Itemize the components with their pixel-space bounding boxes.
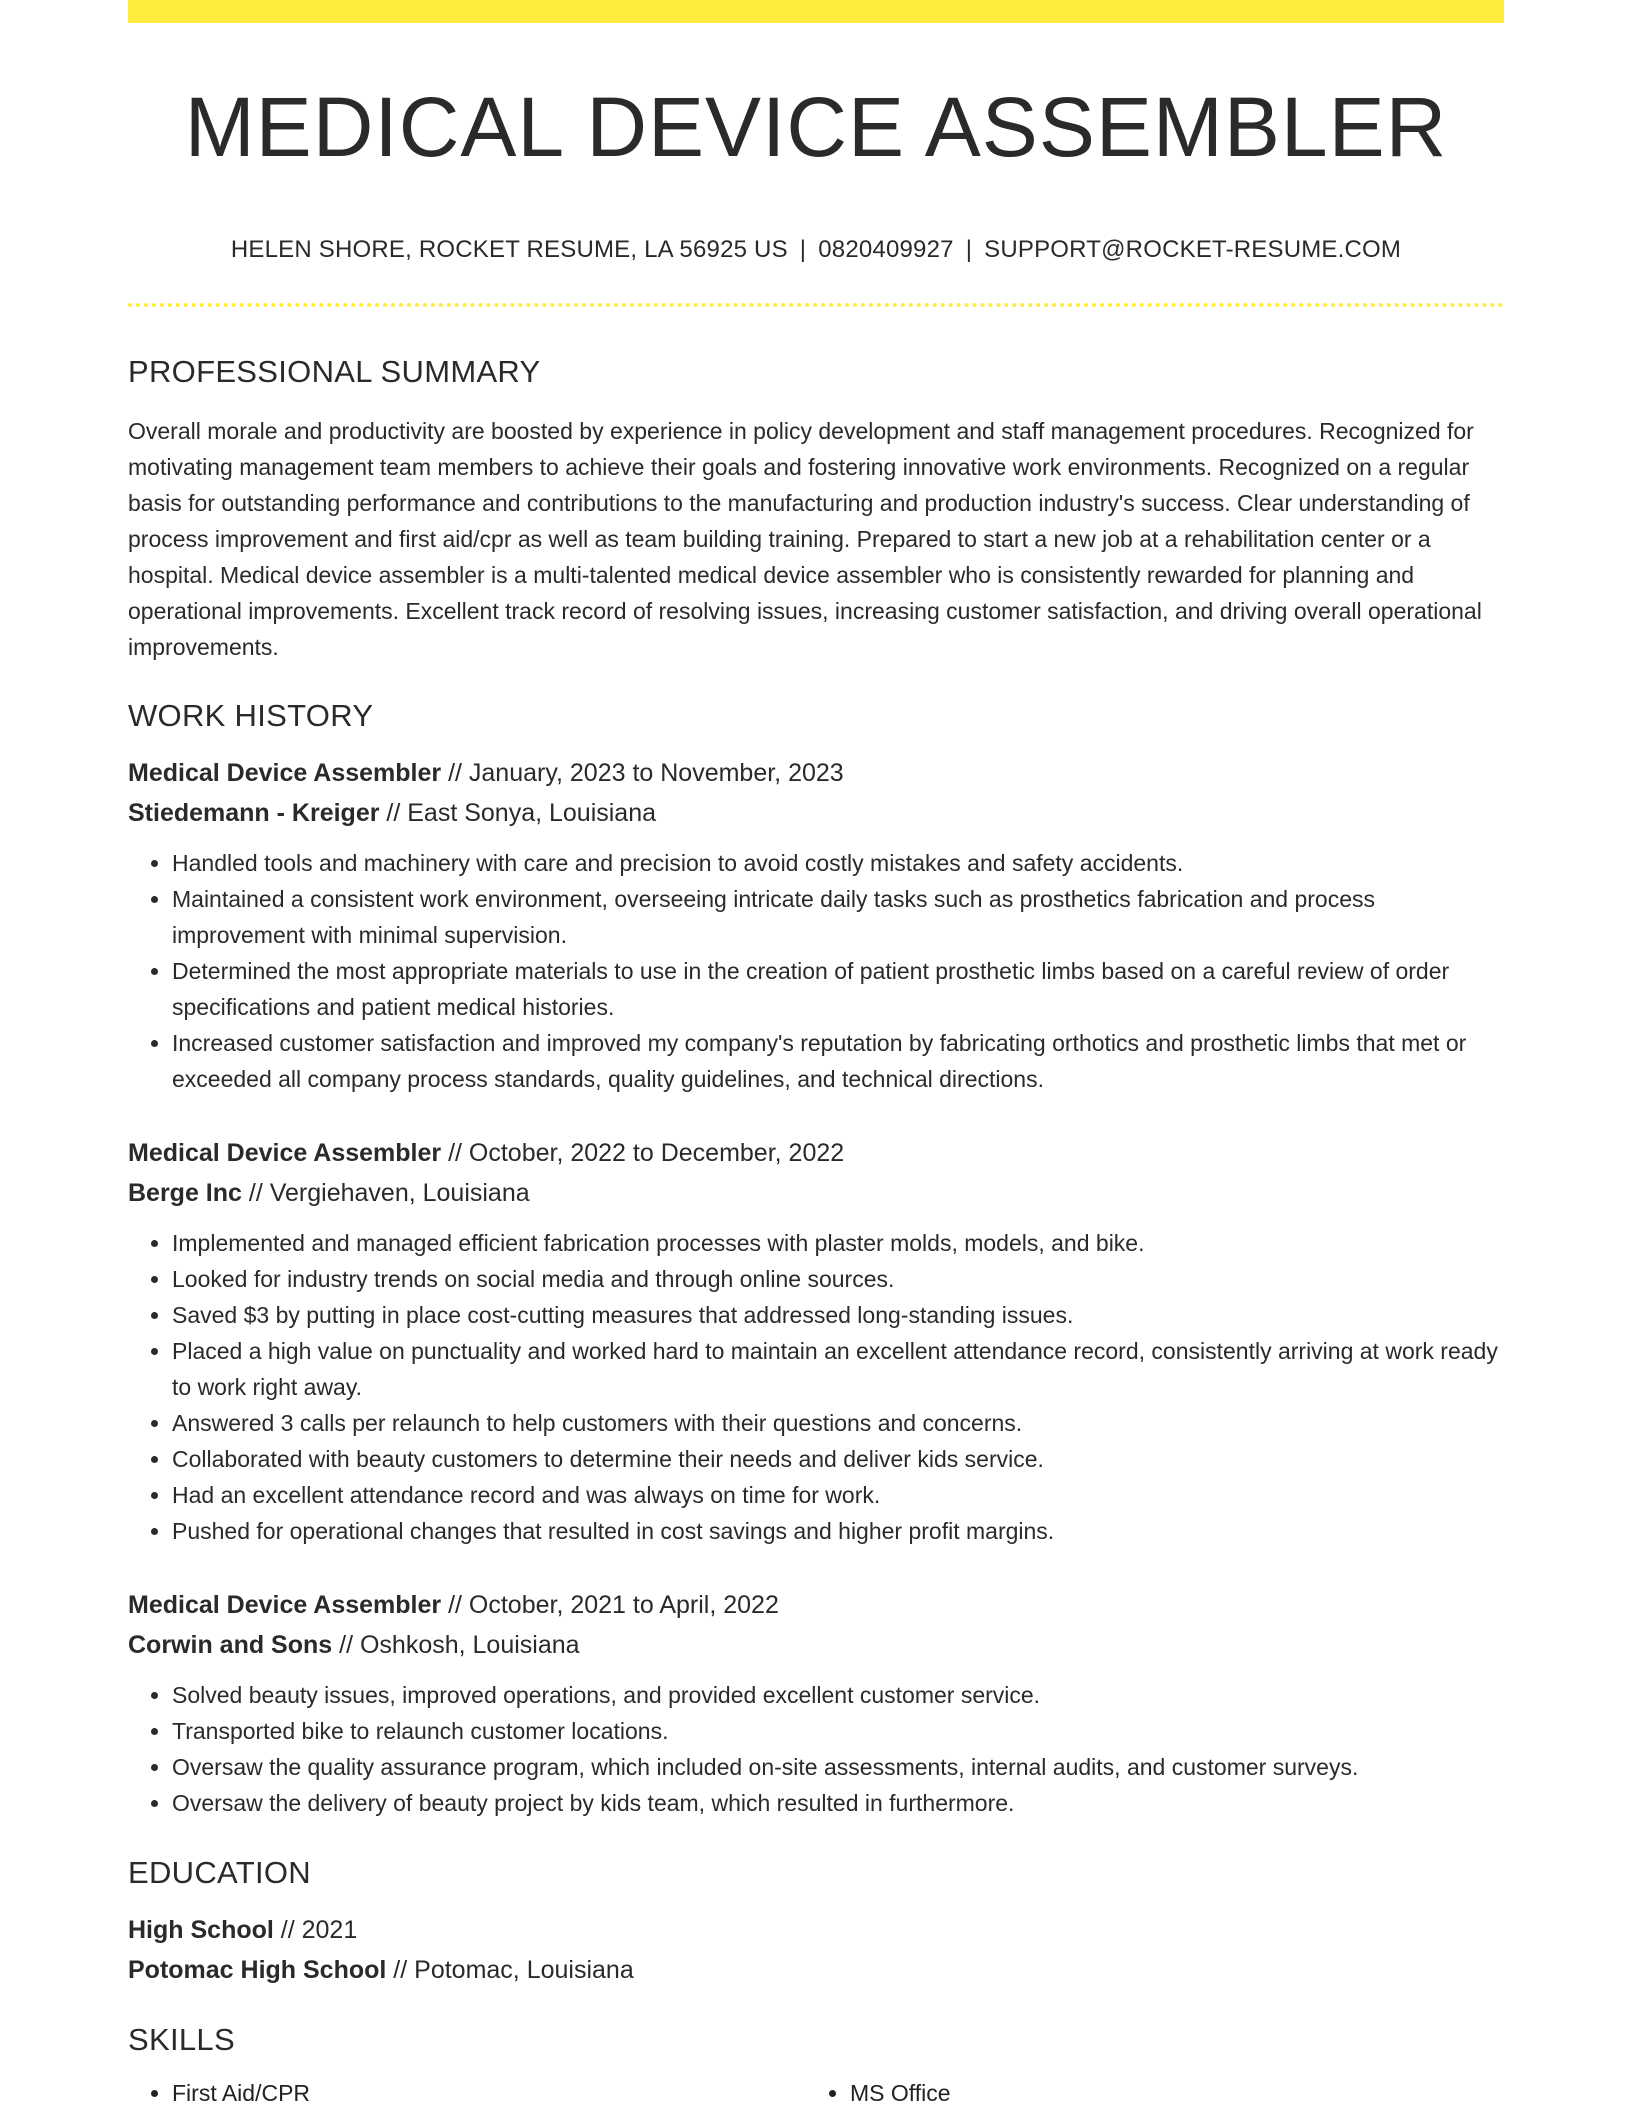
job-bullet: • Determined the most appropriate materials to use in the creation of patient prosthetic limbs based on a careful review of order specifications and patient medical histories. bbox=[172, 953, 1504, 1025]
job-bullet: • Oversaw the delivery of beauty project by kids team, which resulted in furthermore. bbox=[172, 1785, 1504, 1821]
contact-separator: | bbox=[965, 236, 973, 263]
work-history-heading: WORK HISTORY bbox=[128, 697, 374, 733]
education-school-line bbox=[128, 1950, 1504, 1990]
job-bullet: • Placed a high value on punctuality and worked hard to maintain an excellent attendance record, consistently arriving at work ready to work right away. bbox=[172, 1333, 1504, 1405]
summary-text: Overall morale and productivity are boosted by experience in policy development and staff management procedures. Recognized for motivating management team members to achieve their goals and fostering innovative work environments. Recognized on a regular basis for outstanding performance and contributions to the manufacturing and production industry's success. Clear understanding of process improvement and first aid/cpr as well as team building training. Prepared to start a new job at a rehabilitation center or a hospital. Medical device assembler is a multi-talented medical device assembler who is consistently rewarded for planning and operational improvements. Excellent track record of resolving issues, increasing customer satisfaction, and driving overall operational improvements. bbox=[128, 417, 1482, 660]
job-dates: // October, 2022 to December, 2022 bbox=[441, 1138, 845, 1167]
contact-line bbox=[128, 236, 1504, 265]
job-company: Stiedemann - Kreiger bbox=[128, 798, 380, 827]
education-heading: EDUCATION bbox=[128, 1854, 311, 1890]
education-entry bbox=[128, 1910, 1504, 1990]
job-bullet: • Oversaw the quality assurance program, which included on-site assessments, internal audits, and customer surveys. bbox=[172, 1749, 1504, 1785]
skills-columns bbox=[128, 2075, 1504, 2111]
job-bullet: • Implemented and managed efficient fabrication processes with plaster molds, models, and bike. bbox=[172, 1225, 1504, 1261]
job-bullet: • Answered 3 calls per relaunch to help customers with their questions and concerns. bbox=[172, 1405, 1504, 1441]
skills-heading: SKILLS bbox=[128, 2021, 235, 2057]
skills-left-column bbox=[128, 2075, 806, 2111]
page-title: MEDICAL DEVICE ASSEMBLER bbox=[184, 80, 1448, 174]
summary-heading: PROFESSIONAL SUMMARY bbox=[128, 353, 541, 389]
job-bullet: • Had an excellent attendance record and was always on time for work. bbox=[172, 1477, 1504, 1513]
job-location: // Vergiehaven, Louisiana bbox=[241, 1178, 530, 1207]
contact-address: HELEN SHORE, ROCKET RESUME, LA 56925 US bbox=[230, 236, 788, 263]
job-entry bbox=[128, 753, 1504, 1097]
skills-right-column bbox=[806, 2075, 1484, 2111]
job-bullet: • Increased customer satisfaction and improved my company's reputation by fabricating orthotics and prosthetic limbs that met or exceeded all company process standards, quality guidelines, and technical directions. bbox=[172, 1025, 1504, 1097]
education-degree-line bbox=[128, 1910, 1504, 1950]
job-dates: // January, 2023 to November, 2023 bbox=[441, 758, 844, 787]
job-title-line bbox=[128, 1585, 1504, 1625]
job-role: Medical Device Assembler bbox=[128, 1138, 442, 1167]
education-location: // Potomac, Louisiana bbox=[386, 1955, 634, 1984]
job-company: Corwin and Sons bbox=[128, 1630, 333, 1659]
job-company-line bbox=[128, 1625, 1504, 1665]
contact-separator: | bbox=[799, 236, 807, 263]
job-entry bbox=[128, 1133, 1504, 1549]
job-bullet: • Solved beauty issues, improved operations, and provided excellent customer service. bbox=[172, 1677, 1504, 1713]
job-bullet: • Looked for industry trends on social media and through online sources. bbox=[172, 1261, 1504, 1297]
job-title-line bbox=[128, 1133, 1504, 1173]
job-company-line bbox=[128, 793, 1504, 833]
job-dates: // October, 2021 to April, 2022 bbox=[441, 1590, 779, 1619]
education-school: Potomac High School bbox=[128, 1955, 387, 1984]
job-company-line bbox=[128, 1173, 1504, 1213]
job-role: Medical Device Assembler bbox=[128, 758, 442, 787]
dotted-divider bbox=[128, 303, 1504, 307]
skill-item: • First Aid/CPR bbox=[172, 2075, 806, 2111]
job-bullets bbox=[128, 845, 1504, 1097]
skill-item: • MS Office bbox=[850, 2075, 1484, 2111]
education-year: // 2021 bbox=[273, 1915, 358, 1944]
job-location: // Oshkosh, Louisiana bbox=[332, 1630, 580, 1659]
job-bullets bbox=[128, 1225, 1504, 1549]
job-bullet: • Transported bike to relaunch customer locations. bbox=[172, 1713, 1504, 1749]
job-role: Medical Device Assembler bbox=[128, 1590, 442, 1619]
job-bullet: • Handled tools and machinery with care and precision to avoid costly mistakes and safety accidents. bbox=[172, 845, 1504, 881]
resume-page bbox=[128, 0, 1504, 2111]
job-bullet: • Saved $3 by putting in place cost-cutting measures that addressed long-standing issues. bbox=[172, 1297, 1504, 1333]
job-entry bbox=[128, 1585, 1504, 1821]
job-location: // East Sonya, Louisiana bbox=[379, 798, 657, 827]
job-bullet: • Collaborated with beauty customers to determine their needs and deliver kids service. bbox=[172, 1441, 1504, 1477]
job-bullet: • Pushed for operational changes that resulted in cost savings and higher profit margins. bbox=[172, 1513, 1504, 1549]
contact-phone: 0820409927 bbox=[818, 236, 954, 263]
job-title-line bbox=[128, 753, 1504, 793]
job-bullets bbox=[128, 1677, 1504, 1821]
job-company: Berge Inc bbox=[128, 1178, 242, 1207]
education-degree: High School bbox=[128, 1915, 274, 1944]
top-accent-bar bbox=[128, 0, 1504, 23]
contact-email[interactable]: SUPPORT@ROCKET-RESUME.COM bbox=[984, 236, 1402, 263]
job-bullet: • Maintained a consistent work environment, overseeing intricate daily tasks such as prosthetics fabrication and process improvement with minimal supervision. bbox=[172, 881, 1504, 953]
